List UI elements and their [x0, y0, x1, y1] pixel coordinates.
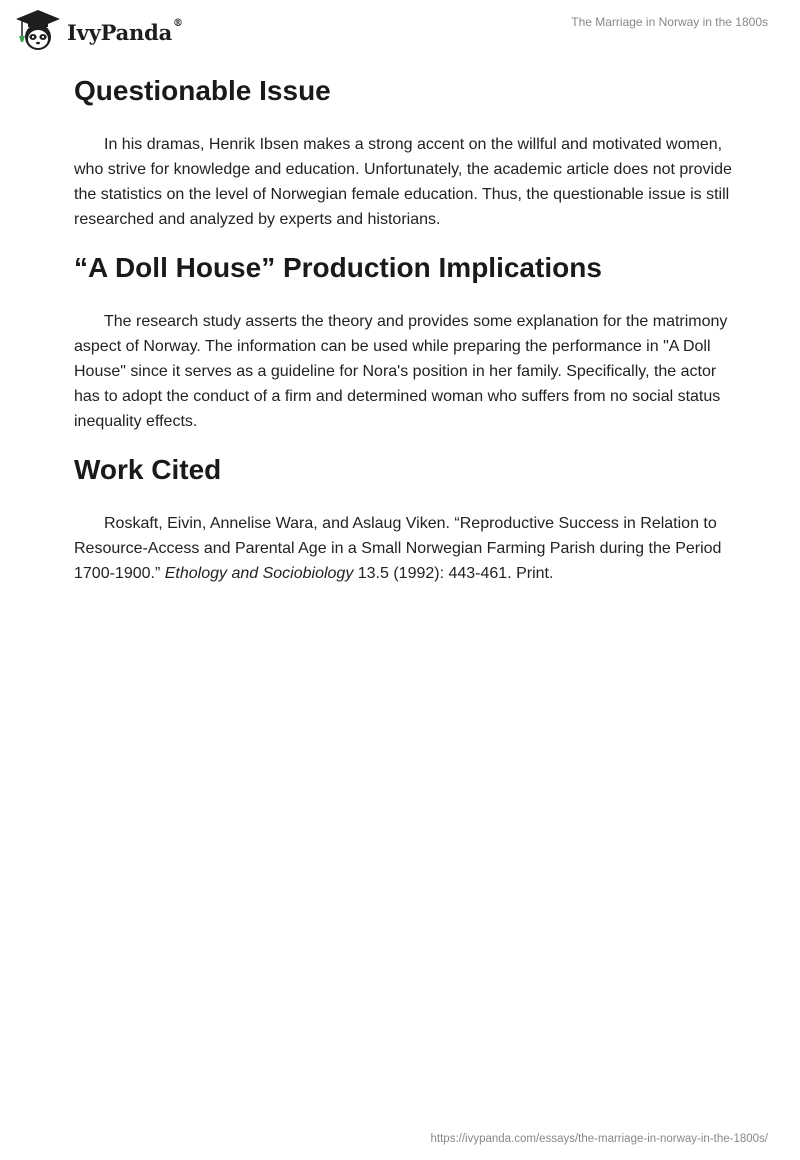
section-heading: Work Cited	[74, 454, 222, 485]
section-questionable-issue	[74, 72, 734, 232]
section-paragraph: In his dramas, Henrik Ibsen makes a strong accent on the willful and motivated women, who strive for knowledge and education. Unfortunately, the academic article does not provide the statistics on the level of Norwegian female education. Thus, the questionable issue is still researched and analyzed by experts and historians.	[74, 136, 732, 228]
ivypanda-logo[interactable]	[14, 8, 183, 52]
section-paragraph: The research study asserts the theory and provides some explanation for the matrimony aspect of Norway. The information can be used while preparing the performance in "A Doll House" since it serves as a guideline for Nora's position in her family. Specifically, the actor has to adopt the conduct of a firm and determined woman who suffers from no social status inequality effects.	[74, 313, 728, 430]
citation-entry	[74, 511, 734, 586]
registered-mark: ®	[173, 17, 183, 29]
document-title: The Marriage in Norway in the 1800s	[571, 15, 768, 29]
page-header	[0, 0, 800, 60]
citation-details: 13.5 (1992): 443-461. Print.	[353, 565, 554, 582]
panda-graduate-icon	[14, 8, 62, 52]
section-heading: “A Doll House” Production Implications	[74, 252, 602, 283]
citation-authors-title: Roskaft, Eivin, Annelise Wara, and Aslaug Viken. “Reproductive Success in Relation to Resource-Access and Parental Age in a Small Norwegian Farming Parish during the Period 1700-1900.”	[74, 515, 722, 582]
logo-wordmark: IvyPanda®	[67, 17, 183, 45]
citation-journal: Ethology and Sociobiology	[164, 565, 354, 582]
section-production-implications	[74, 249, 734, 434]
section-work-cited	[74, 451, 734, 586]
section-heading: Questionable Issue	[74, 75, 331, 106]
source-url[interactable]: https://ivypanda.com/essays/the-marriage-in-norway-in-the-1800s/	[430, 1133, 768, 1145]
